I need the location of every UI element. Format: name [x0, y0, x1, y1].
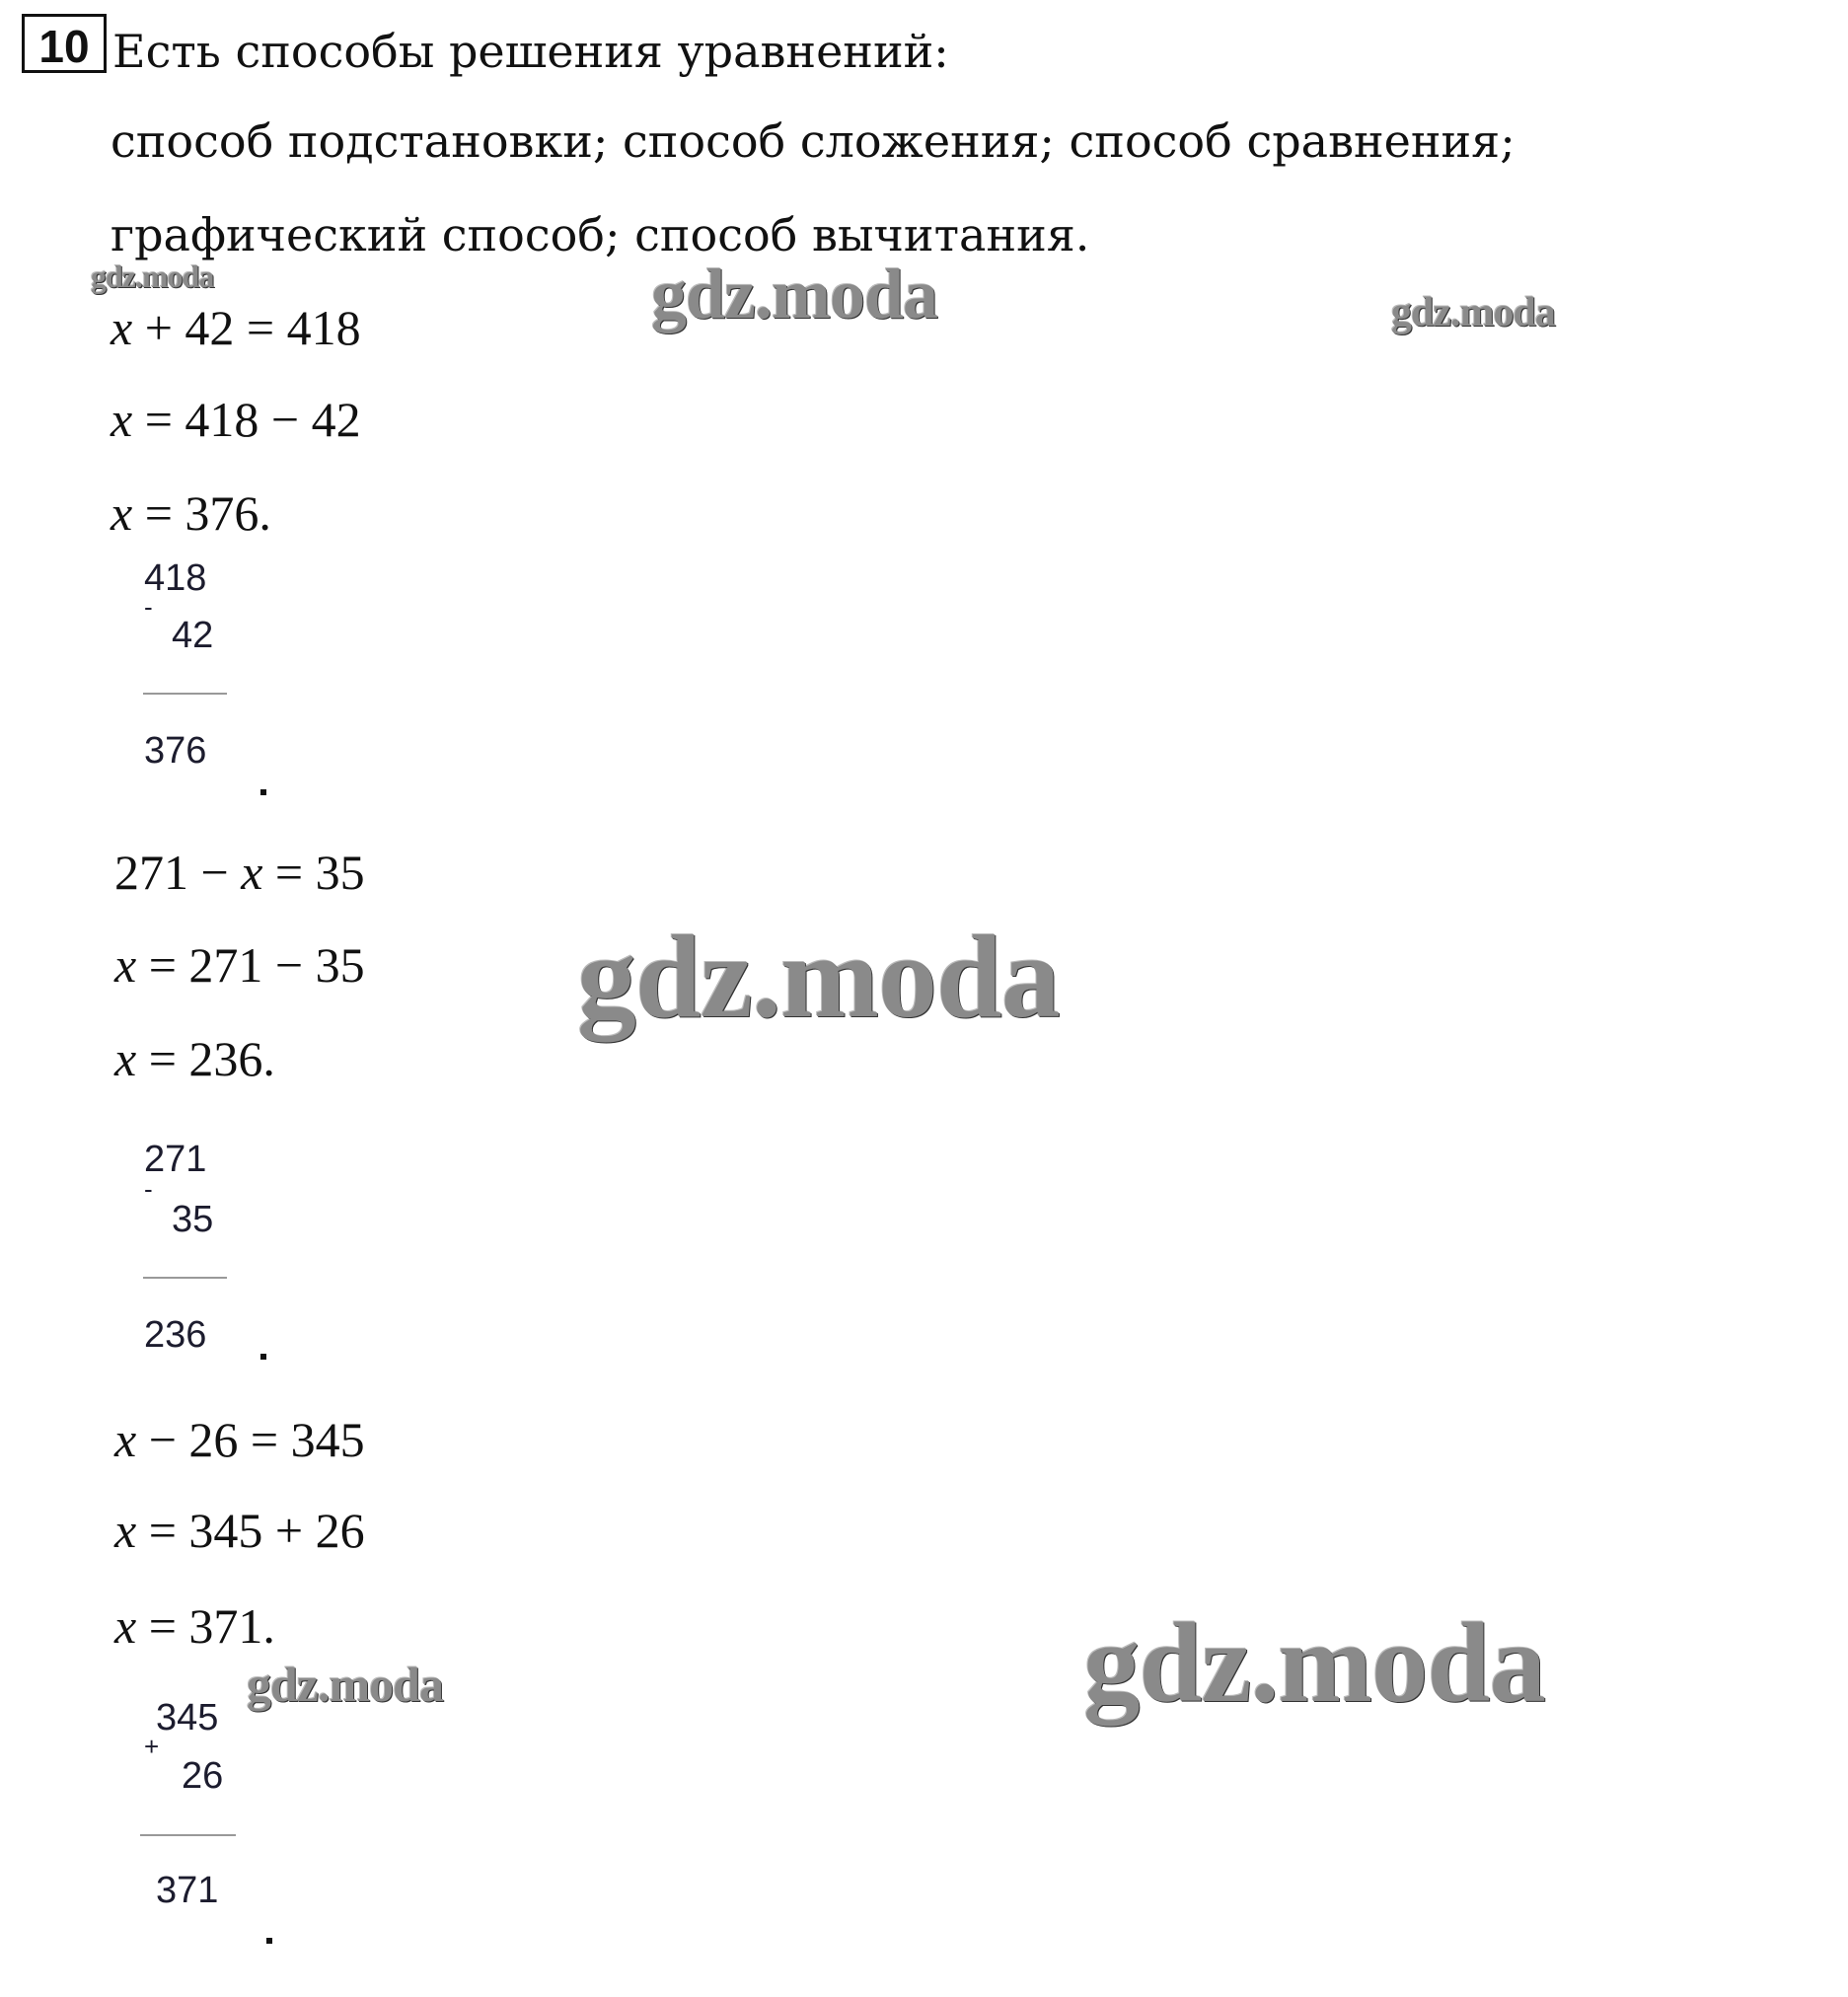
equation-3-line-2: x = 345 + 26	[114, 1503, 365, 1558]
column-2-top: 271	[144, 1139, 207, 1180]
column-3-rule	[140, 1834, 236, 1836]
watermark-small-3: gdz.moda	[247, 1657, 443, 1712]
watermark-large-2: gdz.moda	[1083, 1600, 1546, 1726]
watermark-medium-1: gdz.moda	[651, 255, 938, 333]
column-3-top: 345	[156, 1697, 219, 1738]
equation-3-line-1: x − 26 = 345	[114, 1412, 365, 1467]
column-1-rule	[143, 693, 227, 695]
column-1-sign: -	[144, 592, 153, 622]
methods-line-2: графический способ; способ вычитания.	[111, 208, 1090, 261]
column-2-dot	[260, 1354, 266, 1360]
column-3-dot	[266, 1938, 272, 1944]
column-2-rule	[143, 1277, 227, 1279]
methods-line-1: способ подстановки; способ сложения; способ сравнения;	[111, 114, 1515, 168]
task-intro: Есть способы решения уравнений:	[112, 25, 949, 78]
column-3-result: 371	[156, 1870, 219, 1911]
equation-1-line-1: x + 42 = 418	[111, 300, 361, 355]
column-2-bottom: 35	[172, 1199, 214, 1240]
column-1-dot	[260, 789, 266, 795]
column-1-top: 418	[144, 557, 207, 599]
column-2-sign: -	[144, 1174, 153, 1204]
equation-1-line-2: x = 418 − 42	[111, 392, 361, 447]
column-1-result: 376	[144, 730, 207, 772]
watermark-small-2: gdz.moda	[1391, 290, 1555, 335]
watermark-large-1: gdz.moda	[577, 911, 1060, 1042]
column-2-result: 236	[144, 1314, 207, 1356]
watermark-small-1: gdz.moda	[91, 259, 214, 294]
column-3-sign: +	[144, 1732, 160, 1761]
equation-2-line-1: 271 − x = 35	[114, 845, 365, 900]
equation-3-line-3: x = 371.	[114, 1598, 275, 1654]
equation-2-line-2: x = 271 − 35	[114, 937, 365, 993]
equation-2-line-3: x = 236.	[114, 1031, 275, 1086]
task-number: 10	[22, 14, 107, 73]
column-1-bottom: 42	[172, 615, 214, 656]
equation-1-line-3: x = 376.	[111, 485, 271, 541]
column-3-bottom: 26	[182, 1755, 224, 1797]
